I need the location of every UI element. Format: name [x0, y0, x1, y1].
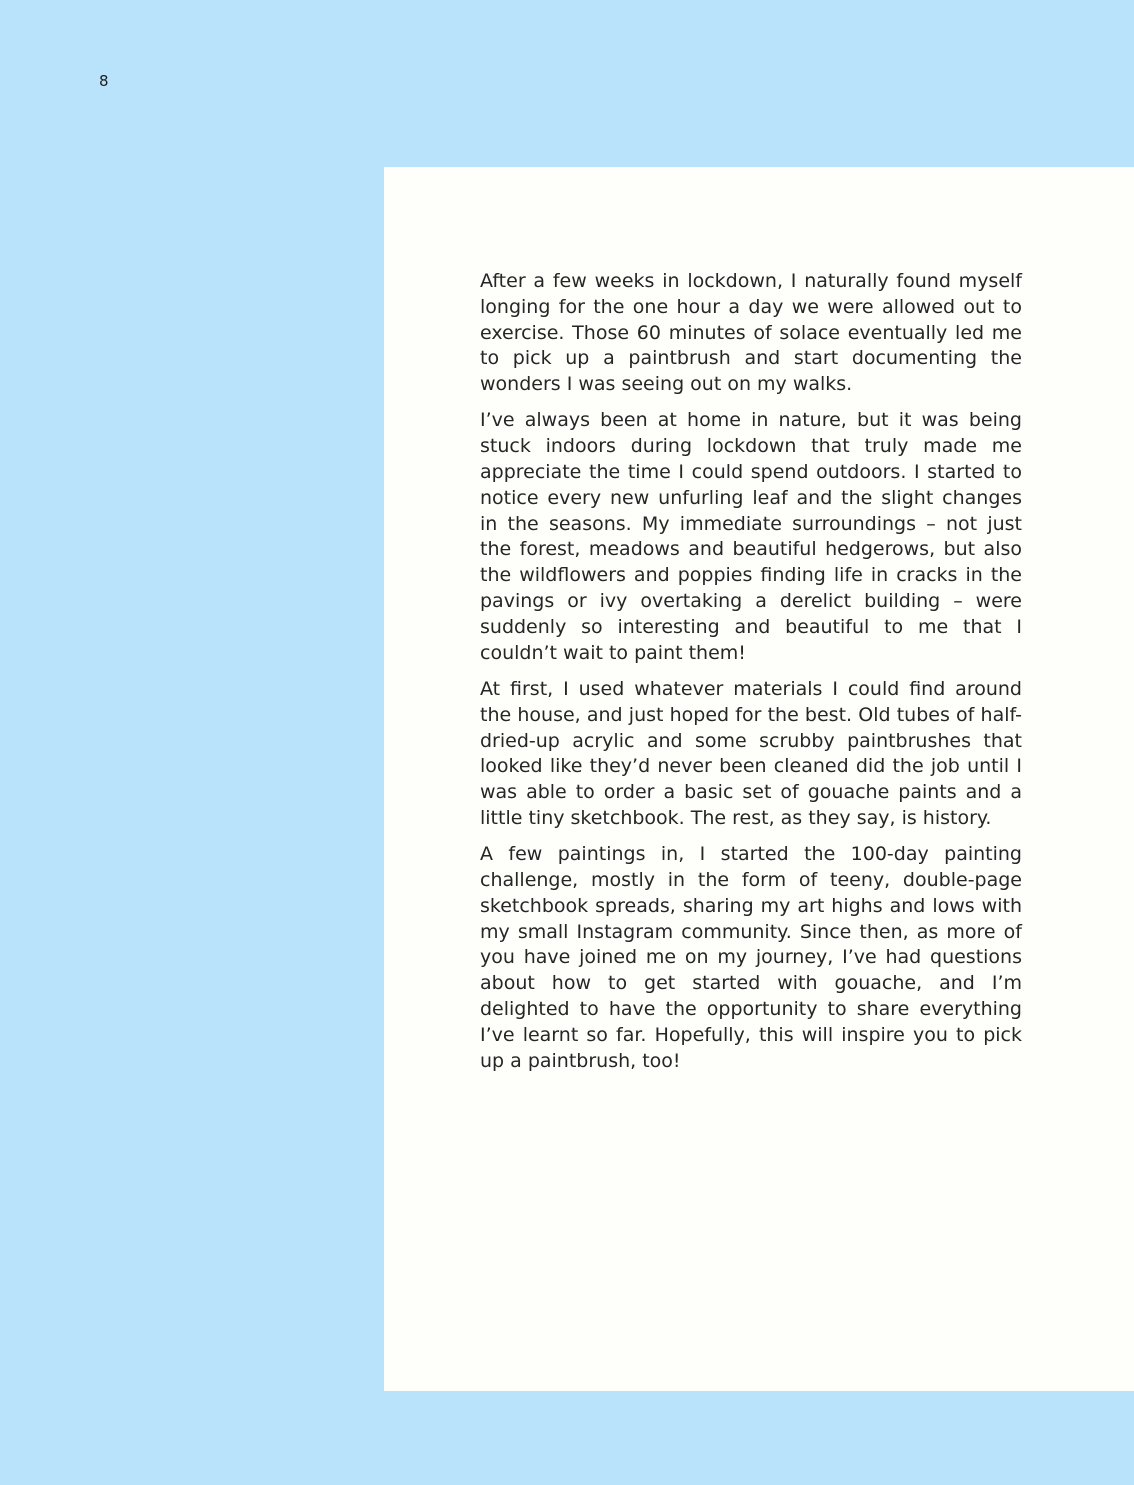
page-number: 8: [99, 72, 109, 90]
paragraph-1: After a few weeks in lockdown, I naturally found myself longing for the one hour a day we were allowed out to exercise. Those 60 minutes of solace eventually led me to pick up a paintbrush and start documenting the wonders I was seeing out on my walks.: [480, 270, 1022, 396]
paragraph-2: I’ve always been at home in nature, but it was being stuck indoors during lockdown that truly made me appreciate the time I could spend outdoors. I started to notice every new unfurling leaf and the slight changes in the seasons. My immediate surroundings – not just the forest, meadows and beautiful hedgerows, but also the wildflowers and poppies finding life in cracks in the pavings or ivy overtaking a derelict building – were suddenly so interesting and beautiful to me that I couldn’t wait to paint them!: [480, 409, 1022, 664]
paragraph-4: A few paintings in, I started the 100-day painting challenge, mostly in the form of teeny, double-page sketchbook spreads, sharing my art highs and lows with my small Instagram community. Since then, as more of you have joined me on my journey, I’ve had questions about how to get started with gouache, and I’m delighted to have the opportunity to share everything I’ve learnt so far. Hopefully, this will inspire you to pick up a paintbrush, too!: [480, 843, 1022, 1072]
paragraph-3: At first, I used whatever materials I could find around the house, and just hoped for the best. Old tubes of half-dried-up acrylic and some scrubby paintbrushes that looked like they’d never been cleaned did the job until I was able to order a basic set of gouache paints and a little tiny sketchbook. The rest, as they say, is history.: [480, 677, 1022, 829]
text-panel: [384, 167, 1134, 1391]
body-text: [480, 269, 1022, 1074]
